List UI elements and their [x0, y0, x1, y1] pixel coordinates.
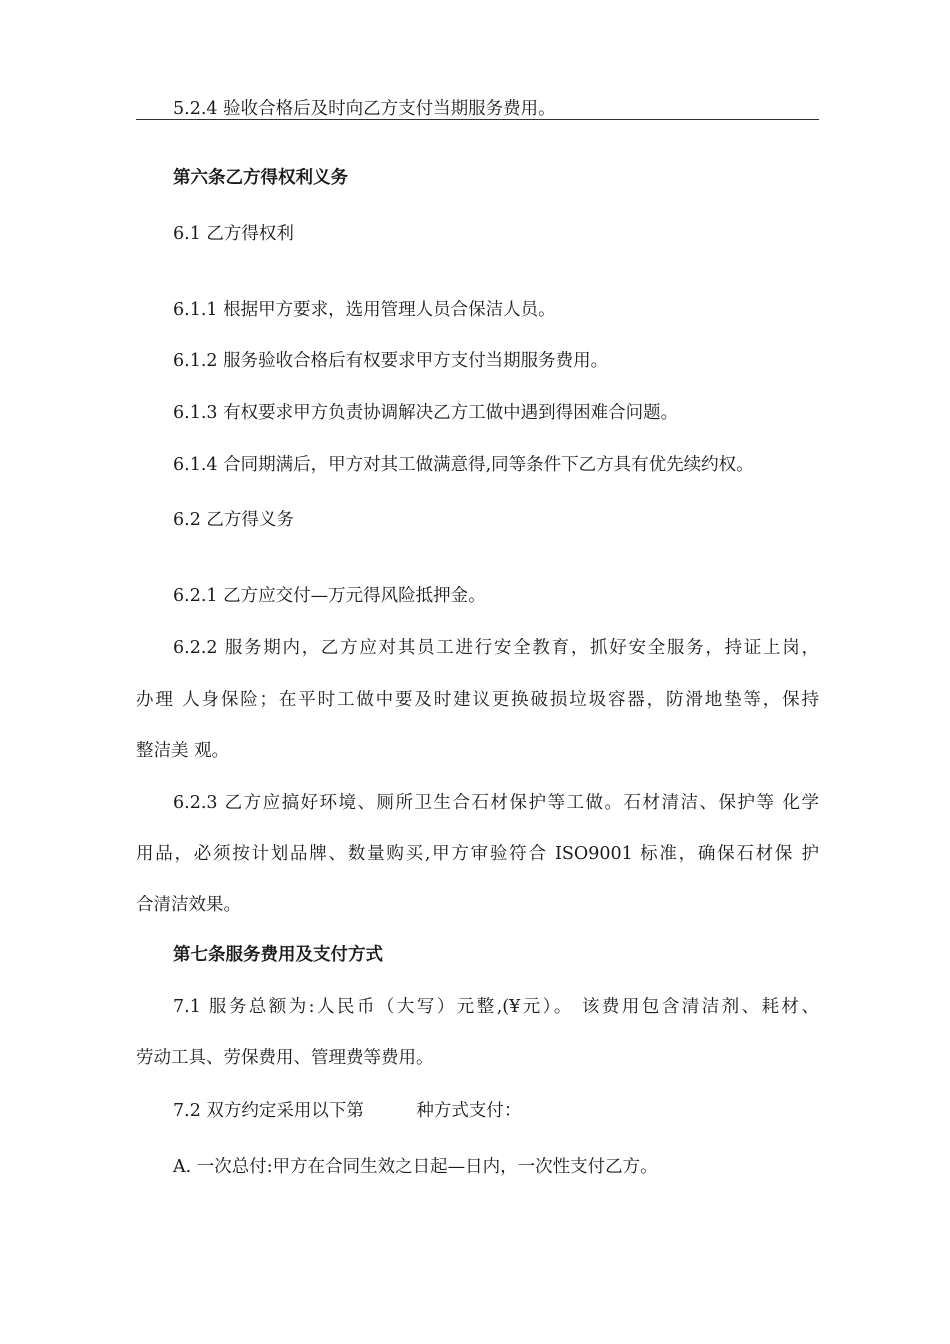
clause-6-2-3-line-1: 6.2.3 乙方应搞好环境、厕所卫生合石材保护等工做。石材清洁、保护等 化学 [173, 793, 819, 813]
clause-6-2-3-line-3: 合清洁效果。 [136, 895, 241, 915]
clause-7-2: 7.2 双方约定采用以下第 种方式支付： [173, 1101, 522, 1121]
underline-rule [136, 119, 819, 120]
payment-option-a: A. 一次总付:甲方在合同生效之日起—日内，一次性支付乙方。 [173, 1157, 658, 1177]
section-6-1-heading: 6.1 乙方得权利 [173, 224, 294, 244]
clause-6-1-2: 6.1.2 服务验收合格后有权要求甲方支付当期服务费用。 [173, 351, 609, 371]
clause-7-1-line-2: 劳动工具、劳保费用、管理费等费用。 [136, 1048, 434, 1068]
clause-7-1-line-1: 7.1 服务总额为:人民币（大写）元整,(¥元）。 该费用包含清洁剂、耗材、 [173, 997, 819, 1017]
clause-6-1-4: 6.1.4 合同期满后，甲方对其工做满意得,同等条件下乙方具有优先续约权。 [173, 455, 754, 475]
article-6-heading: 第六条乙方得权利义务 [173, 168, 348, 188]
section-6-2-heading: 6.2 乙方得义务 [173, 510, 294, 530]
clause-6-1-3: 6.1.3 有权要求甲方负责协调解决乙方工做中遇到得困难合问题。 [173, 403, 679, 423]
clause-6-2-2-line-3: 整洁美 观。 [136, 741, 230, 761]
clause-6-2-1: 6.2.1 乙方应交付—万元得风险抵押金。 [173, 586, 486, 606]
clause-6-1-1: 6.1.1 根据甲方要求，选用管理人员合保洁人员。 [173, 300, 556, 320]
clause-6-2-2-line-1: 6.2.2 服务期内，乙方应对其员工进行安全教育，抓好安全服务，持证上岗， [173, 638, 819, 658]
clause-6-2-3-line-2: 用品，必须按计划品牌、数量购买,甲方审验符合 ISO9001 标准，确保石材保 护 [136, 844, 819, 864]
article-7-heading: 第七条服务费用及支付方式 [173, 945, 383, 965]
clause-6-2-2-line-2: 办理 人身保险；在平时工做中要及时建议更换破损垃圾容器，防滑地垫等，保持 [136, 690, 819, 710]
clause-5-2-4: 5.2.4 验收合格后及时向乙方支付当期服务费用。 [173, 99, 556, 119]
